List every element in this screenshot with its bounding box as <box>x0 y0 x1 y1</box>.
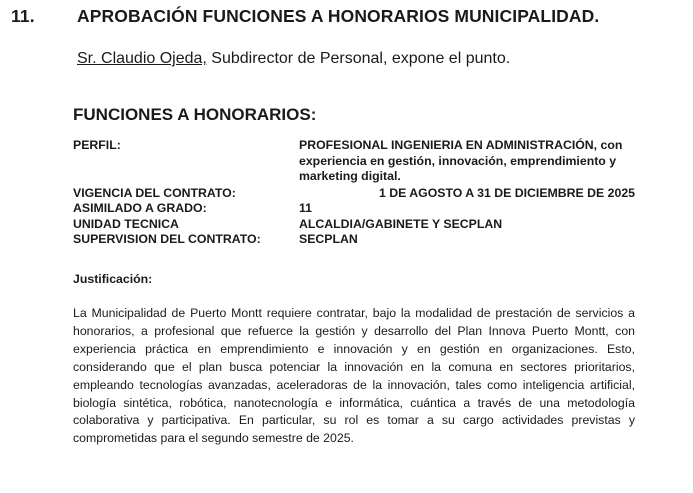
spec-label: UNIDAD TECNICA <box>73 216 179 231</box>
spec-label: ASIMILADO A GRADO: <box>73 201 207 215</box>
spec-value: 1 DE AGOSTO A 31 DE DICIEMBRE DE 2025 <box>378 185 635 200</box>
spec-value: PROFESIONAL INGENIERIA EN ADMINISTRACIÓN, con experiencia en gestión, innovación, emprendimiento y marketing digital. <box>299 138 623 183</box>
spec-row-unidad <box>73 217 635 233</box>
spec-row-perfil <box>73 138 635 185</box>
presenter-name: Sr. Claudio Ojeda, <box>77 50 207 67</box>
spec-label: PERFIL: <box>73 138 121 152</box>
agenda-item-title: APROBACIÓN FUNCIONES A HONORARIOS MUNICIPALIDAD. <box>77 6 600 26</box>
contract-specs <box>73 138 635 248</box>
spec-label: SUPERVISION DEL CONTRATO: <box>73 232 261 246</box>
spec-value: ALCALDIA/GABINETE Y SECPLAN <box>299 216 503 231</box>
justification-label: Justificación: <box>73 272 153 286</box>
section-title: FUNCIONES A HONORARIOS: <box>73 105 317 124</box>
spec-row-vigencia <box>73 186 635 202</box>
presenter-line <box>77 50 510 68</box>
agenda-item-heading <box>11 6 599 27</box>
spec-value: SECPLAN <box>299 232 358 246</box>
spec-row-supervision <box>73 232 635 248</box>
spec-value: 11 <box>299 201 312 215</box>
presenter-role: Subdirector de Personal, expone el punto. <box>206 50 511 67</box>
agenda-item-number: 11. <box>11 6 35 26</box>
spec-label: VIGENCIA DEL CONTRATO: <box>73 185 236 200</box>
spec-row-grado <box>73 201 635 217</box>
justification-paragraph: La Municipalidad de Puerto Montt requiere contratar, bajo la modalidad de prestación de servicios a honorarios, a profesional que refuerce la gestión y desarrollo del Plan Innova Puerto Montt, con experiencia práctica en emprendimiento e innovación y en gestión en organizaciones. Esto, considerando que el plan busca potenciar la innovación en la comuna en sectores prioritarios, empleando tecnologías avanzadas, aceleradoras de la innovación, tales como inteligencia artificial, biología sintética, robótica, nanotecnología e informática, cuántica a través de una metodología colaborativa y participativa. En particular, su rol es tomar a su cargo actividades previstas y comprometidas para el segundo semestre de 2025. <box>73 306 635 446</box>
